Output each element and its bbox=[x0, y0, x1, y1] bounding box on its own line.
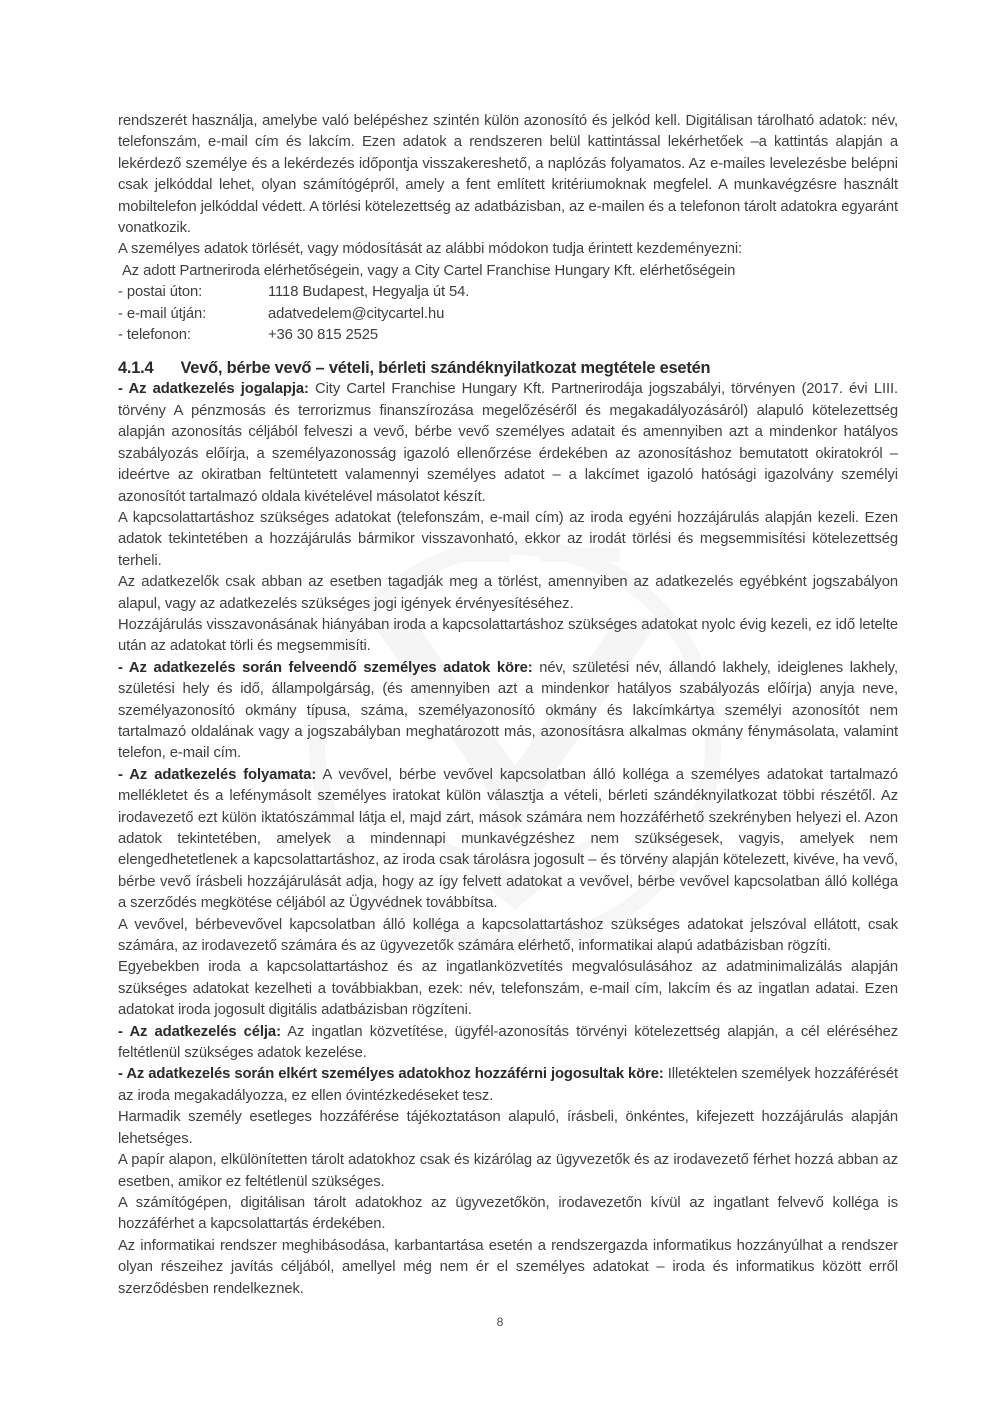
section-heading bbox=[118, 357, 898, 379]
body-paragraph-harmadik-szemely bbox=[118, 1107, 898, 1150]
contact-label: - e-mail útján: bbox=[118, 305, 207, 322]
contact-list bbox=[118, 282, 898, 346]
paragraph-text: A kapcsolattartáshoz szükséges adatokat (telefonszám, e-mail cím) az iroda egyéni hozzájárulás alapján kezeli. Ezen adatok tekintetében a hozzájárulás bármikor visszavonható, ekkor az irodát törlési és megsemmisítési kötelezettség terheli. bbox=[118, 509, 898, 569]
body-paragraph-kapcsolattartas-adatok bbox=[118, 508, 898, 572]
paragraph-lead: - Az adatkezelés jogalapja: bbox=[118, 381, 309, 398]
body-paragraph-adatminimalizalas bbox=[118, 957, 898, 1021]
body-paragraph-nyolc-ev-kezeles bbox=[118, 615, 898, 658]
contact-availability-line: Az adott Partneriroda elérhetőségein, vagy a City Cartel Franchise Hungary Kft. elérhetőségein bbox=[122, 262, 736, 279]
body-paragraph-papir-alapu-adatok bbox=[118, 1150, 898, 1193]
body-paragraph-adatkezeles-folyamata bbox=[118, 765, 898, 915]
paragraph-text: Harmadik személy esetleges hozzáférése tájékoztatáson alapuló, írásbeli, önkéntes, kifejezett hozzájárulás alapján lehetséges. bbox=[118, 1109, 898, 1147]
paragraph-lead: - Az adatkezelés célja: bbox=[118, 1023, 281, 1040]
body-paragraph-informatikai-rendszer bbox=[118, 1236, 898, 1300]
paragraph-text: A papír alapon, elkülönítetten tárolt adatokhoz csak és kizárólag az ügyvezetők és az irodavezető férhet hozzá abban az esetben, amikor ez feltétlenül szükséges. bbox=[118, 1152, 898, 1190]
contact-row-phone bbox=[118, 325, 898, 346]
contact-row-email bbox=[118, 304, 898, 325]
postal-address: 1118 Budapest, Hegyalja út 54. bbox=[268, 284, 470, 301]
body-paragraph-digitalis-adatok bbox=[118, 1193, 898, 1236]
section-number: 4.1.4 bbox=[118, 359, 154, 378]
contact-row-postal bbox=[118, 282, 898, 303]
body-paragraph-jelszavas-adatbazis bbox=[118, 915, 898, 958]
paragraph-lead: - Az adatkezelés során felveendő személyes adatok köre: bbox=[118, 659, 533, 676]
paragraph-text: A számítógépen, digitálisan tárolt adatokhoz az ügyvezetőkön, irodavezetőn kívül az ingatlant felvevő kolléga is hozzáférhet a kapcsolattartás érdekében. bbox=[118, 1194, 898, 1233]
paragraph-lead: - Az adatkezelés folyamata: bbox=[118, 766, 317, 783]
paragraph-lead: - Az adatkezelés során elkért személyes adatokhoz hozzáférni jogosultak köre: bbox=[118, 1066, 664, 1083]
contact-label: - telefonon: bbox=[118, 327, 191, 344]
intro-paragraph: rendszerét használja, amelybe való belépéshez szintén külön azonosító és jelkód kell. Digitálisan tárolható adatok: név, telefonszám, e-mail cím és lakcím. Ezen adatok a rendszeren belül kattintással lekérhetőek –a kattintás alapján a lekérdező személye és a lekérdezés időpontja visszakereshető, a naplózás folyamatos. Az e-mailes levelezésbe belépni csak jelkóddal lehet, olyan számítógépről, amely a fent említett kritériumoknak megfelel. A munkavégzésre használt mobiltelefon jelkóddal védett. A törlési kötelezettség az adatbázisban, az e-mailen és a telefonon tárolt adatokra egyaránt vonatkozik. bbox=[118, 113, 898, 237]
paragraph-text: Hozzájárulás visszavonásának hiányában iroda a kapcsolattartáshoz szükséges adatokat nyolc évig kezeli, ez idő letelte után az adatokat törli és megsemmisíti. bbox=[118, 616, 898, 655]
paragraph-text: A vevővel, bérbevevővel kapcsolatban álló kolléga a kapcsolattartáshoz szükséges adatokat jelszóval ellátott, csak számára, az irodavezető számára és az ügyvezetők számára elérhető, informatikai alapú adatbázisban rögzíti. bbox=[118, 916, 898, 955]
body-paragraph-torles-megtagadas bbox=[118, 572, 898, 615]
paragraph-text: Az adatkezelők csak abban az esetben tagadják meg a törlést, amennyiben az adatkezelés egyébként jogszabályon alapul, vagy az adatkezelés szükséges jogi igények érvényesítéséhez. bbox=[118, 574, 898, 612]
paragraph-text: Egyebekben iroda a kapcsolattartáshoz és az ingatlanközvetítés megvalósulásához az adatminimalizálás alapján szükséges adatokat kezelheti a továbbiakban, ezek: név, telefonszám, e-mail cím, lakcím és az ingatlan adatai. Ezen adatokat iroda jogosult digitális adatbázisban rögzíteni. bbox=[118, 959, 898, 1019]
paragraph-text: City Cartel Franchise Hungary Kft. Partnerirodája jogszabályi, törvényen (2017. évi LIII. törvény A pénzmosás és terrorizmus finanszírozása megelőzéséről és megakadályozásáról) alapuló kötelezettség alapján azonosítás céljából felveszi a vevő, bérbe vevő személyes adatait és amennyiben azt a mindenkor hatályos szabályozás előírja, a személyazonosság igazoló ellenőrzése érdekében az azonosításhoz bemutatott okiratokról – ideértve az okiratban feltüntetett valamennyi személyes adatot – a lakcímet igazoló hatósági igazolvány személyi azonosítót tartalmazó oldala kivételével másolatot készít. bbox=[118, 381, 898, 505]
paragraph-text: Az informatikai rendszer meghibásodása, karbantartása esetén a rendszergazda informatikus hozzányúlhat a rendszer olyan részeihez javítás céljából, amellyel még nem ér el személyes adatokat – iroda és informatikus között erről szerződésben rendelkeznek. bbox=[118, 1237, 898, 1297]
email-address: adatvedelem@citycartel.hu bbox=[268, 305, 445, 322]
body-paragraph-hozzaferni-jogosultak bbox=[118, 1064, 898, 1107]
paragraph-text: név, születési név, állandó lakhely, ideiglenes lakhely, születési hely és idő, állampolgárság, (és amennyiben azt a mindenkor hatályos szabályozás előírja) anyja neve, személyazonosító okmány típusa, száma, személyazonosító okmány és lakcímkártya személyi azonosítót nem tartalmazó oldalának vagy a jogszabályban meghatározott más, azonosításra alkalmas okmány fénymásolata, valamint telefon, e-mail cím. bbox=[118, 659, 898, 762]
deletion-request-intro: A személyes adatok törlését, vagy módosítását az alábbi módokon tudja érintett kezdeményezni: bbox=[118, 241, 743, 258]
body-paragraph-adatkezeles-celja bbox=[118, 1022, 898, 1065]
body-paragraph-adatkezeles-jogalapja bbox=[118, 379, 898, 507]
body-paragraph-felveendo-adatok-kore bbox=[118, 658, 898, 765]
page-number: 8 bbox=[496, 1315, 504, 1329]
section-title: Vevő, bérbe vevő – vételi, bérleti szándéknyilatkozat megtétele esetén bbox=[180, 359, 711, 378]
page-content bbox=[118, 111, 898, 1300]
contact-label: - postai úton: bbox=[118, 284, 203, 301]
paragraph-text: Az ingatlan közvetítése, ügyfél-azonosítás törvényi kötelezettség alapján, a cél eléréséhez feltétlenül szükséges adatok kezelése. bbox=[118, 1023, 898, 1062]
paragraph-text: Illetéktelen személyek hozzáférését az iroda megakadályozza, ez ellen óvintézkedéseket tesz. bbox=[118, 1066, 898, 1104]
paragraph-text: A vevővel, bérbe vevővel kapcsolatban álló kolléga a személyes adatokat tartalmazó mellékletet és a lefénymásolt személyes iratokat külön választja a vételi, bérleti szándéknyilatkozat többi részétől. Az irodavezető ezt külön iktatószámmal látja el, majd zárt, mások számára nem hozzáférhető szekrényben helyezi el. Azon adatok tekintetében, amelyek a mindennapi munkavégzéshez nem szükségesek, vagyis, amelyek nem elengedhetetlenek a kapcsolattartáshoz, az iroda csak tárolásra jogosult – és törvény alapján kötelezett, kivéve, ha vevő, bérbe vevő írásbeli hozzájárulását adja, hogy az így felvett adatokat a vevővel, bérbe vevővel kapcsolatban álló kolléga a szerződés megkötése céljából az Ügyvédnek továbbítsa. bbox=[118, 766, 898, 912]
phone-number: +36 30 815 2525 bbox=[268, 327, 378, 344]
